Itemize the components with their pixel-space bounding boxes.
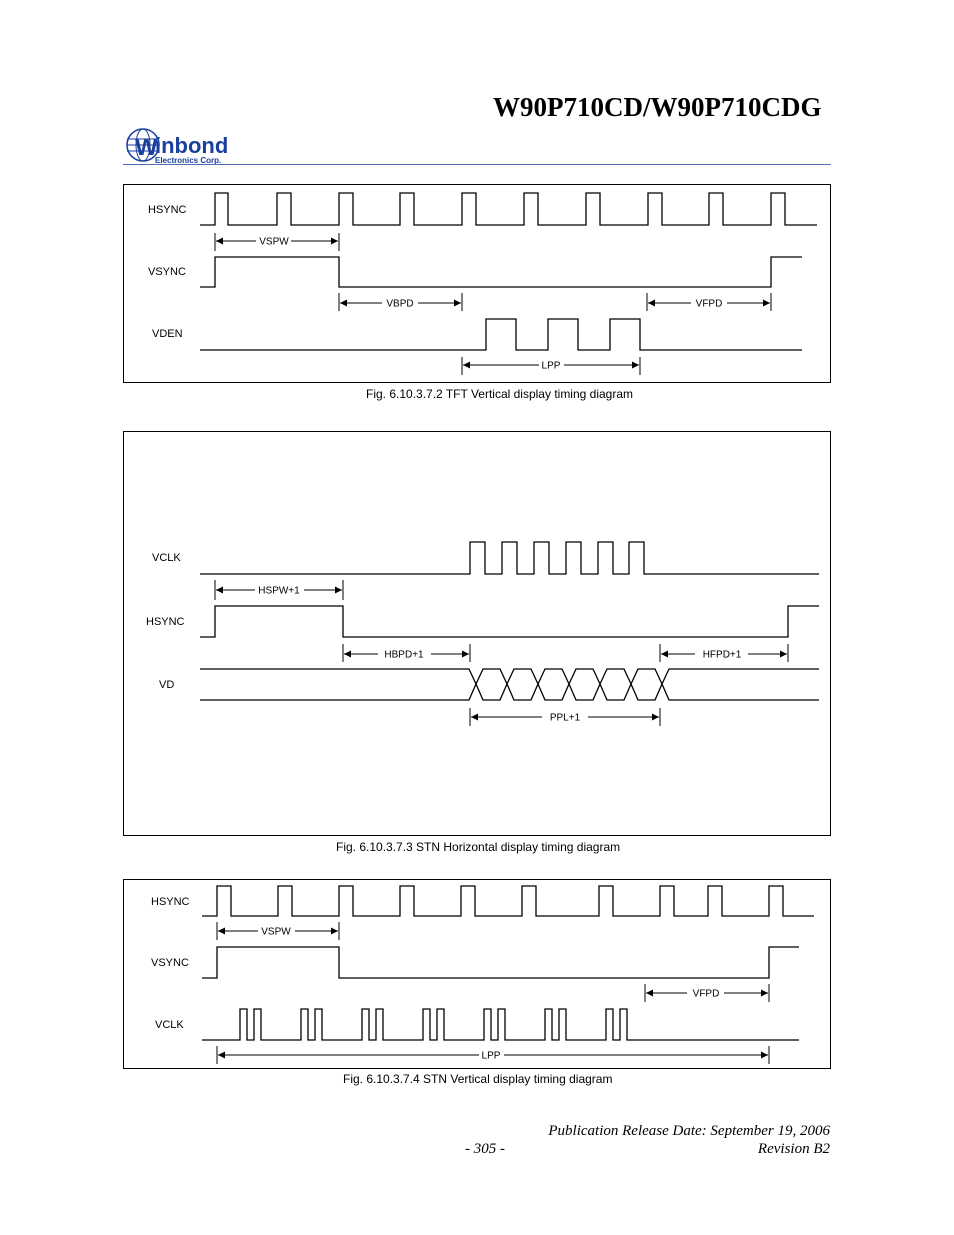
vspw-label: VSPW (259, 236, 289, 248)
vsync-waveform (200, 257, 802, 287)
signal-label-hsync: HSYNC (146, 616, 185, 628)
vden-waveform (200, 319, 802, 350)
signal-label-hsync: HSYNC (151, 896, 190, 908)
vd-bus-waveform (200, 669, 819, 700)
hbpd-label: HBPD+1 (384, 649, 424, 661)
figure-caption: Fig. 6.10.3.7.4 STN Vertical display timing diagram (343, 1072, 613, 1086)
vfpd-label: VFPD (695, 298, 723, 310)
signal-label-hsync: HSYNC (148, 204, 187, 216)
hsync-waveform (200, 193, 817, 225)
vspw-interval (217, 922, 339, 940)
figure-caption: Fig. 6.10.3.7.2 TFT Vertical display timing diagram (366, 387, 634, 401)
hfpd-label: HFPD+1 (702, 649, 742, 661)
vfpd-interval (647, 293, 771, 311)
document-title: W90P710CD/W90P710CDG (493, 92, 822, 122)
vspw-label: VSPW (261, 926, 291, 938)
header-rule (123, 164, 831, 165)
revision: Revision B2 (757, 1141, 830, 1157)
signal-label-vd: VD (159, 679, 175, 691)
hsync-waveform (200, 606, 819, 637)
stn-horizontal-timing-figure (123, 431, 831, 836)
vclk-waveform (202, 1009, 799, 1040)
vfpd-label: VFPD (692, 988, 720, 1000)
hbpd-interval (343, 644, 470, 662)
ppl-label: PPL+1 (549, 712, 581, 724)
hspw-interval (215, 580, 343, 600)
logo-text: inbond (155, 133, 229, 158)
signal-label-vclk: VCLK (152, 552, 181, 564)
logo-initial: W (135, 134, 158, 161)
page-number: - 305 - (465, 1141, 505, 1157)
vspw-interval (215, 233, 339, 251)
signal-label-vsync: VSYNC (151, 957, 189, 969)
lpp-interval (462, 357, 640, 375)
figure-caption: Fig. 6.10.3.7.3 STN Horizontal display timing diagram (336, 840, 621, 854)
hspw-label: HSPW+1 (258, 585, 300, 597)
publication-date: Publication Release Date: September 19, 2006 (548, 1123, 830, 1139)
logo-subtext: Electronics Corp. (155, 156, 222, 165)
signal-label-vclk: VCLK (155, 1019, 184, 1031)
signal-label-vsync: VSYNC (148, 266, 186, 278)
vbpd-label: VBPD (386, 298, 414, 310)
vsync-waveform (202, 947, 799, 978)
lpp-interval (217, 1046, 769, 1064)
vclk-waveform (200, 542, 819, 574)
ppl-interval (470, 708, 660, 726)
winbond-logo (126, 126, 256, 166)
signal-label-vden: VDEN (152, 328, 183, 340)
tft-vertical-timing-figure (123, 184, 831, 383)
vfpd-interval (645, 984, 769, 1002)
lpp-label: LPP (541, 360, 561, 372)
hfpd-interval (660, 644, 788, 662)
vbpd-interval (339, 293, 462, 311)
lpp-label: LPP (481, 1050, 501, 1062)
hsync-waveform (202, 886, 814, 916)
stn-vertical-timing-figure (123, 879, 831, 1069)
